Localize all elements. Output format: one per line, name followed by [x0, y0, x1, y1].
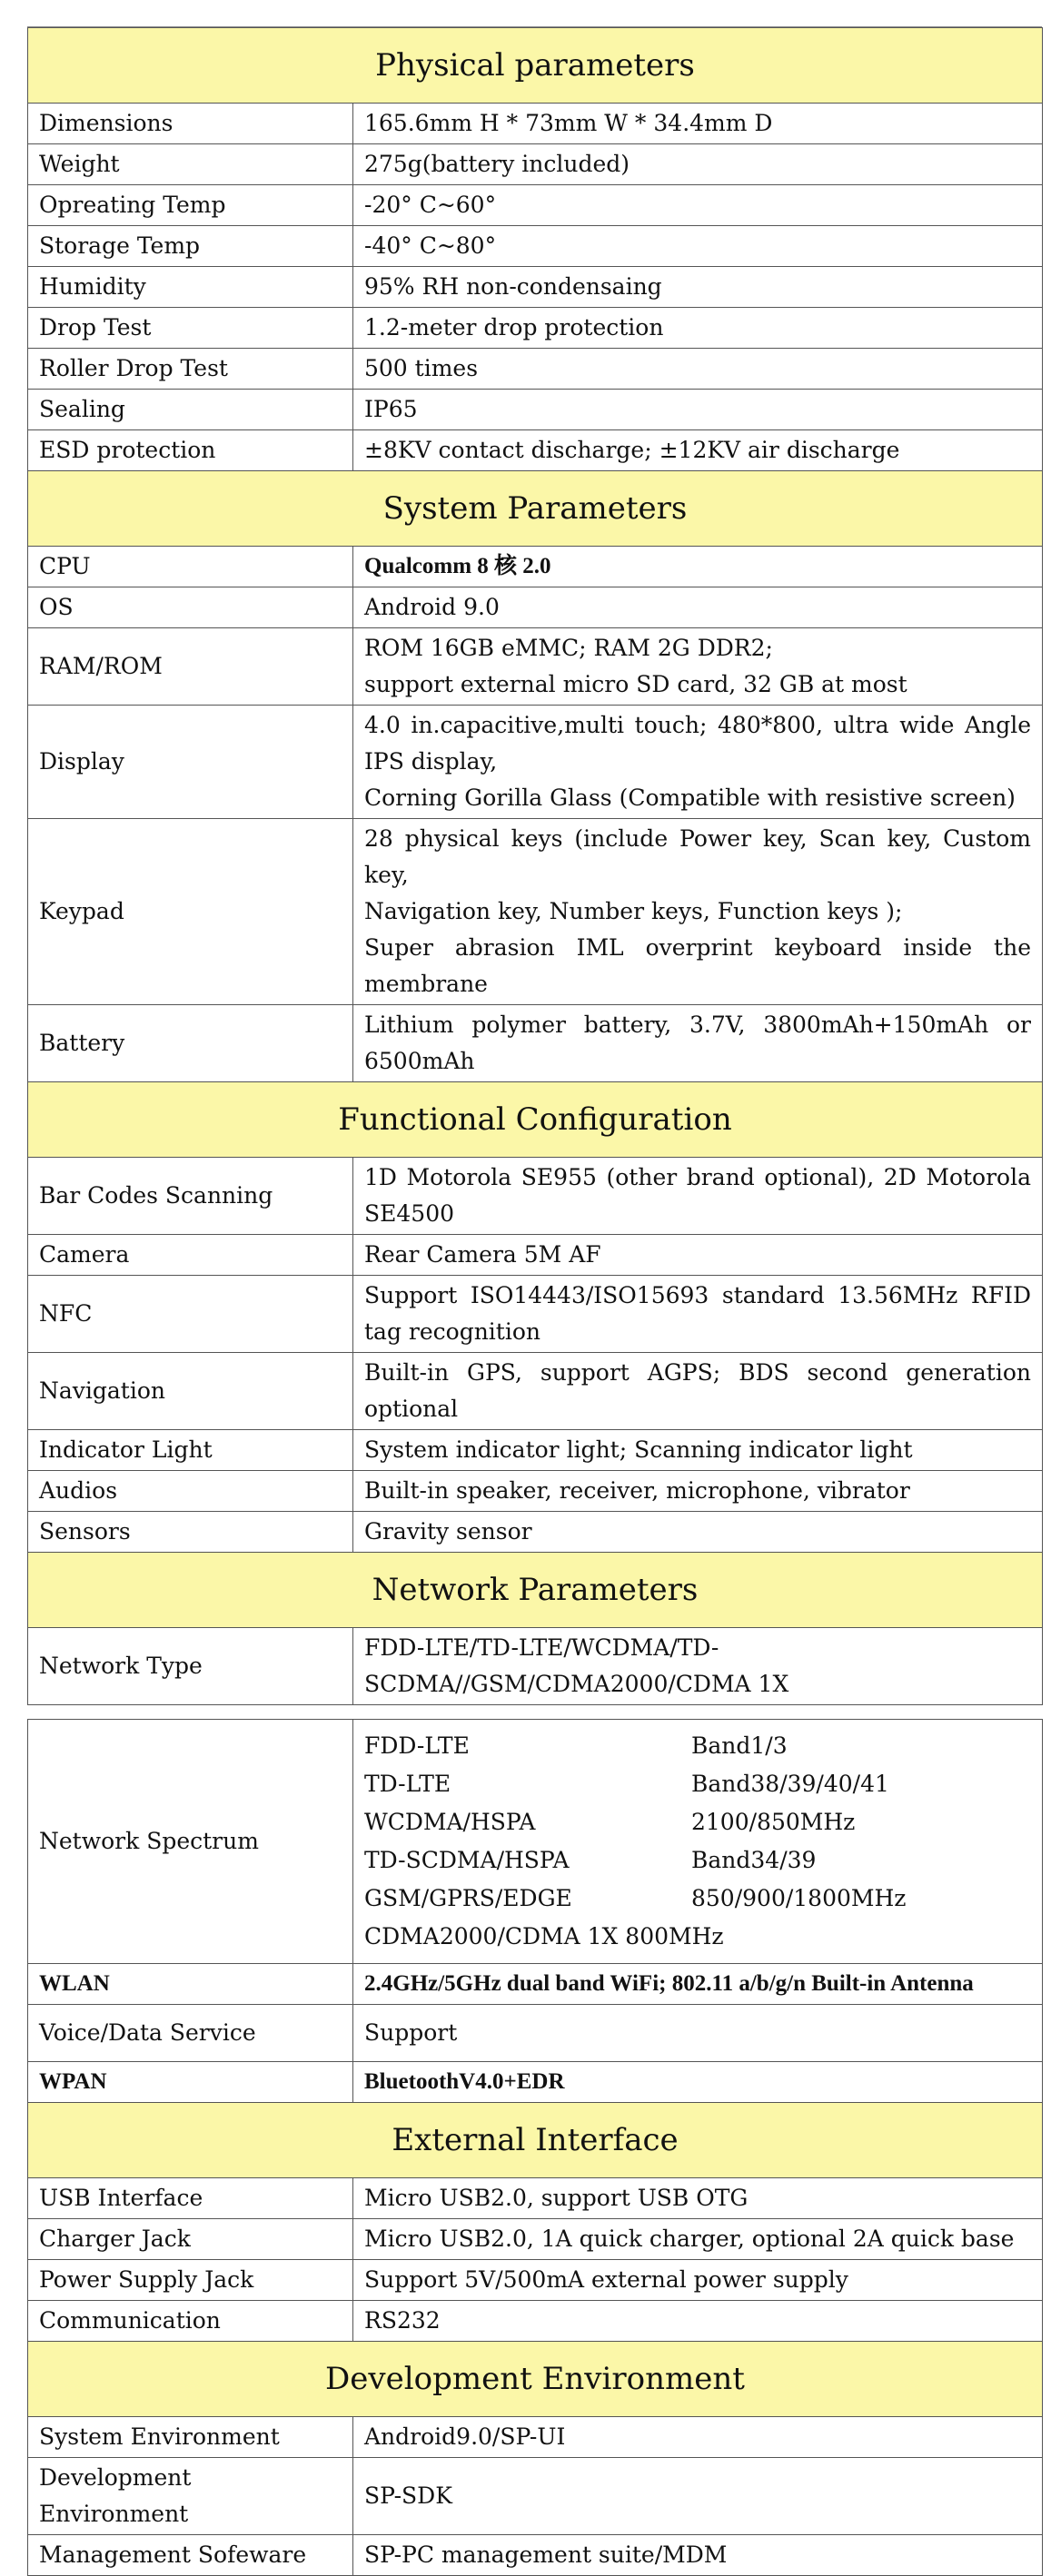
- spectrum-row: [364, 1803, 1031, 1841]
- row-value-display: [353, 706, 1043, 819]
- row-value-humidity: 95% RH non-condensaing: [353, 267, 1043, 308]
- row-label-dev-env: Development Environment: [28, 2458, 353, 2535]
- row-value-roller-drop: 500 times: [353, 349, 1043, 390]
- row-value-system-env: Android9.0/SP-UI: [353, 2417, 1043, 2458]
- spectrum-tech: GSM/GPRS/EDGE: [364, 1885, 572, 1911]
- row-label-esd: ESD protection: [28, 430, 353, 471]
- row-value-network-spectrum: [353, 1720, 1043, 1964]
- spectrum-row: [364, 1841, 1031, 1880]
- row-label-network-type: Network Type: [28, 1628, 353, 1705]
- row-value-indicator: System indicator light; Scanning indicator light: [353, 1430, 1043, 1471]
- row-value-ram-rom: [353, 628, 1043, 706]
- row-label-sealing: Sealing: [28, 390, 353, 430]
- row-label-nfc: NFC: [28, 1276, 353, 1353]
- row-value-os: Android 9.0: [353, 587, 1043, 628]
- keypad-line-1: 28 physical keys (include Power key, Scan key, Custom key,: [364, 825, 1031, 888]
- spectrum-grid: [364, 1727, 1031, 1956]
- row-value-nfc: Support ISO14443/ISO15693 standard 13.56MHz RFID tag recognition: [353, 1276, 1043, 1353]
- row-label-barcode: Bar Codes Scanning: [28, 1158, 353, 1235]
- row-label-cpu: CPU: [28, 547, 353, 587]
- row-label-audios: Audios: [28, 1471, 353, 1512]
- row-label-os: OS: [28, 587, 353, 628]
- row-value-keypad: [353, 819, 1043, 1005]
- row-label-keypad: Keypad: [28, 819, 353, 1005]
- spectrum-last: CDMA2000/CDMA 1X 800MHz: [364, 1923, 724, 1949]
- row-value-sensors: Gravity sensor: [353, 1512, 1043, 1553]
- row-label-navigation: Navigation: [28, 1353, 353, 1430]
- row-label-wpan: WPAN: [28, 2062, 353, 2103]
- row-label-battery: Battery: [28, 1005, 353, 1082]
- section-title-functional: Functional Configuration: [28, 1082, 1043, 1158]
- row-label-sensors: Sensors: [28, 1512, 353, 1553]
- row-value-charger: Micro USB2.0, 1A quick charger, optional 2A quick base: [353, 2219, 1043, 2260]
- spec-table-page-1: [27, 27, 1043, 1705]
- row-label-network-spectrum: Network Spectrum: [28, 1720, 353, 1964]
- row-label-indicator: Indicator Light: [28, 1430, 353, 1471]
- row-label-operating-temp: Opreating Temp: [28, 185, 353, 226]
- spectrum-band: Band38/39/40/41: [691, 1771, 889, 1797]
- row-value-dimensions: 165.6mm H * 73mm W * 34.4mm D: [353, 104, 1043, 144]
- section-title-external: External Interface: [28, 2103, 1043, 2178]
- row-value-cpu: Qualcomm 8 核 2.0: [353, 547, 1043, 587]
- section-title-network: Network Parameters: [28, 1553, 1043, 1628]
- spectrum-tech: FDD-LTE: [364, 1732, 470, 1759]
- row-value-usb: Micro USB2.0, support USB OTG: [353, 2178, 1043, 2219]
- row-label-storage-temp: Storage Temp: [28, 226, 353, 267]
- display-line-2: Corning Gorilla Glass (Compatible with resistive screen): [364, 785, 1016, 811]
- section-title-development: Development Environment: [28, 2342, 1043, 2417]
- section-title-physical: Physical parameters: [28, 28, 1043, 104]
- row-value-sealing: IP65: [353, 390, 1043, 430]
- row-value-communication: RS232: [353, 2301, 1043, 2342]
- row-label-wlan: WLAN: [28, 1964, 353, 2005]
- row-value-navigation: Built-in GPS, support AGPS; BDS second generation optional: [353, 1353, 1043, 1430]
- row-value-dev-env: SP-SDK: [353, 2458, 1043, 2535]
- row-label-humidity: Humidity: [28, 267, 353, 308]
- row-value-mgmt-software: SP-PC management suite/MDM: [353, 2535, 1043, 2576]
- row-value-operating-temp: -20° C~60°: [353, 185, 1043, 226]
- spectrum-band: Band34/39: [691, 1847, 817, 1873]
- row-label-camera: Camera: [28, 1235, 353, 1276]
- spectrum-band: 850/900/1800MHz: [691, 1885, 907, 1911]
- spectrum-band: 2100/850MHz: [691, 1809, 856, 1835]
- ram-rom-line-1: ROM 16GB eMMC; RAM 2G DDR2;: [364, 635, 773, 661]
- row-value-barcode: 1D Motorola SE955 (other brand optional), 2D Motorola SE4500: [353, 1158, 1043, 1235]
- row-value-network-type: FDD-LTE/TD-LTE/WCDMA/TD-SCDMA//GSM/CDMA2000/CDMA 1X: [353, 1628, 1043, 1705]
- row-value-camera: Rear Camera 5M AF: [353, 1235, 1043, 1276]
- keypad-line-3: Super abrasion IML overprint keyboard inside the membrane: [364, 934, 1031, 997]
- row-value-voice-data: Support: [353, 2005, 1043, 2062]
- spectrum-tech: TD-SCDMA/HSPA: [364, 1847, 570, 1873]
- row-label-usb: USB Interface: [28, 2178, 353, 2219]
- row-label-communication: Communication: [28, 2301, 353, 2342]
- row-value-storage-temp: -40° C~80°: [353, 226, 1043, 267]
- spectrum-row: [364, 1765, 1031, 1803]
- spectrum-row: [364, 1727, 1031, 1765]
- row-label-system-env: System Environment: [28, 2417, 353, 2458]
- section-title-system: System Parameters: [28, 471, 1043, 547]
- spectrum-row: [364, 1918, 1031, 1956]
- row-value-audios: Built-in speaker, receiver, microphone, vibrator: [353, 1471, 1043, 1512]
- row-value-weight: 275g(battery included): [353, 144, 1043, 185]
- row-value-drop-test: 1.2-meter drop protection: [353, 308, 1043, 349]
- display-line-1: 4.0 in.capacitive,multi touch; 480*800, ultra wide Angle IPS display,: [364, 712, 1031, 775]
- row-label-dimensions: Dimensions: [28, 104, 353, 144]
- ram-rom-line-2: support external micro SD card, 32 GB at most: [364, 671, 907, 697]
- keypad-line-2: Navigation key, Number keys, Function keys );: [364, 898, 903, 924]
- row-label-roller-drop: Roller Drop Test: [28, 349, 353, 390]
- row-label-charger: Charger Jack: [28, 2219, 353, 2260]
- row-label-display: Display: [28, 706, 353, 819]
- row-label-voice-data: Voice/Data Service: [28, 2005, 353, 2062]
- spectrum-tech: TD-LTE: [364, 1771, 451, 1797]
- row-label-drop-test: Drop Test: [28, 308, 353, 349]
- row-label-weight: Weight: [28, 144, 353, 185]
- spec-table-page-2: [27, 1719, 1043, 2576]
- spectrum-band: Band1/3: [691, 1732, 788, 1759]
- row-value-wpan: BluetoothV4.0+EDR: [353, 2062, 1043, 2103]
- spectrum-row: [364, 1880, 1031, 1918]
- row-label-power-supply: Power Supply Jack: [28, 2260, 353, 2301]
- row-value-battery: Lithium polymer battery, 3.7V, 3800mAh+150mAh or 6500mAh: [353, 1005, 1043, 1082]
- row-value-wlan: 2.4GHz/5GHz dual band WiFi; 802.11 a/b/g/n Built-in Antenna: [353, 1964, 1043, 2005]
- spectrum-tech: WCDMA/HSPA: [364, 1809, 536, 1835]
- row-value-esd: ±8KV contact discharge; ±12KV air discharge: [353, 430, 1043, 471]
- row-label-mgmt-software: Management Sofeware: [28, 2535, 353, 2576]
- row-label-ram-rom: RAM/ROM: [28, 628, 353, 706]
- row-value-power-supply: Support 5V/500mA external power supply: [353, 2260, 1043, 2301]
